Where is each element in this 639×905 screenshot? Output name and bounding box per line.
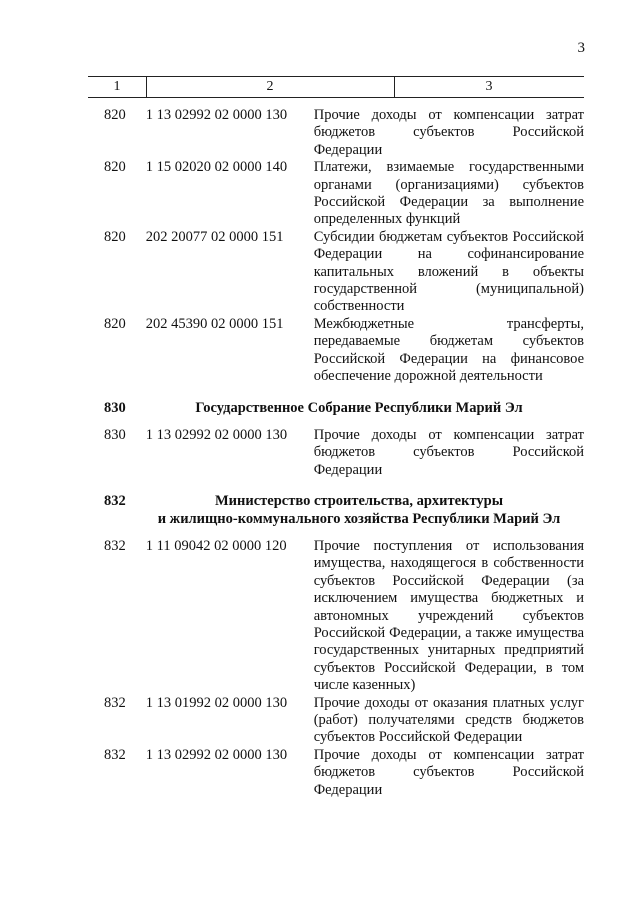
admin-code: 820 (104, 228, 126, 245)
admin-code: 832 (104, 537, 126, 554)
section-code: 830 (104, 399, 126, 416)
revenue-code: 1 15 02020 02 0000 140 (145, 159, 288, 176)
admin-code: 820 (104, 159, 126, 176)
section-title-line: и жилищно-коммунального хозяйства Республики Марий Эл (157, 510, 561, 527)
revenue-description: Прочие доходы от компенсации затрат бюджетов субъектов Российской Федерации (313, 746, 585, 798)
revenue-description: Прочие доходы от компенсации затрат бюджетов субъектов Российской Федерации (313, 107, 585, 158)
revenue-description: Прочие доходы от оказания платных услуг (работ) получателями средств бюджетов субъектов Российской Федерации (313, 694, 585, 746)
page-number: 3 (577, 40, 585, 56)
section-title (144, 493, 584, 528)
section-title: Государственное Собрание Республики Марий Эл (195, 399, 523, 416)
table-row (88, 538, 584, 695)
revenue-description: Субсидии бюджетам субъектов Российской Федерации на софинансирование капитальных вложений в объекты государственной (муниципальной) собственности (313, 228, 585, 315)
revenue-description: Платежи, взимаемые государственными органами (организациями) субъектов Российской Федерации за выполнение определенных функций (313, 159, 585, 228)
table-row (88, 316, 584, 386)
table-row (88, 229, 584, 316)
revenue-description: Межбюджетные трансферты, передаваемые бюджетам субъектов Российской Федерации на финансовое обеспечение дорожной деятельности (313, 315, 585, 385)
table-row (88, 107, 584, 159)
revenue-code: 202 20077 02 0000 151 (145, 228, 284, 245)
revenue-code: 1 13 02992 02 0000 130 (145, 426, 288, 443)
admin-code: 830 (104, 426, 126, 443)
admin-code: 832 (104, 694, 126, 711)
section-heading (88, 493, 584, 528)
revenue-code: 202 45390 02 0000 151 (145, 315, 284, 332)
revenue-code: 1 13 01992 02 0000 130 (145, 694, 288, 711)
header-col-2: 2 (146, 77, 395, 97)
table-row (88, 427, 584, 479)
table-header (88, 76, 584, 98)
admin-code: 820 (104, 107, 126, 123)
revenue-code: 1 11 09042 02 0000 120 (145, 537, 287, 554)
header-col-1: 1 (88, 77, 147, 97)
header-col-3: 3 (485, 79, 493, 94)
section-heading (88, 400, 584, 417)
table-body (88, 107, 584, 799)
table-row (88, 747, 584, 799)
section-title-line: Министерство строительства, архитектуры (214, 493, 504, 510)
revenue-description: Прочие доходы от компенсации затрат бюджетов субъектов Российской Федерации (313, 426, 585, 478)
section-code: 832 (104, 493, 126, 510)
revenue-code: 1 13 02992 02 0000 130 (145, 107, 288, 123)
table-row (88, 159, 584, 229)
admin-code: 832 (104, 746, 126, 763)
table-row (88, 695, 584, 747)
revenue-description: Прочие поступления от использования имущества, находящегося в собственности субъектов Российской Федерации (за исключением имущества бюджетных и автономных учреждений субъектов Российской Федерации, а также имущества государственных унитарных предприятий субъектов Российской Федерации, в том числе казенных) (313, 537, 585, 694)
revenue-code: 1 13 02992 02 0000 130 (145, 746, 288, 763)
admin-code: 820 (104, 315, 126, 332)
